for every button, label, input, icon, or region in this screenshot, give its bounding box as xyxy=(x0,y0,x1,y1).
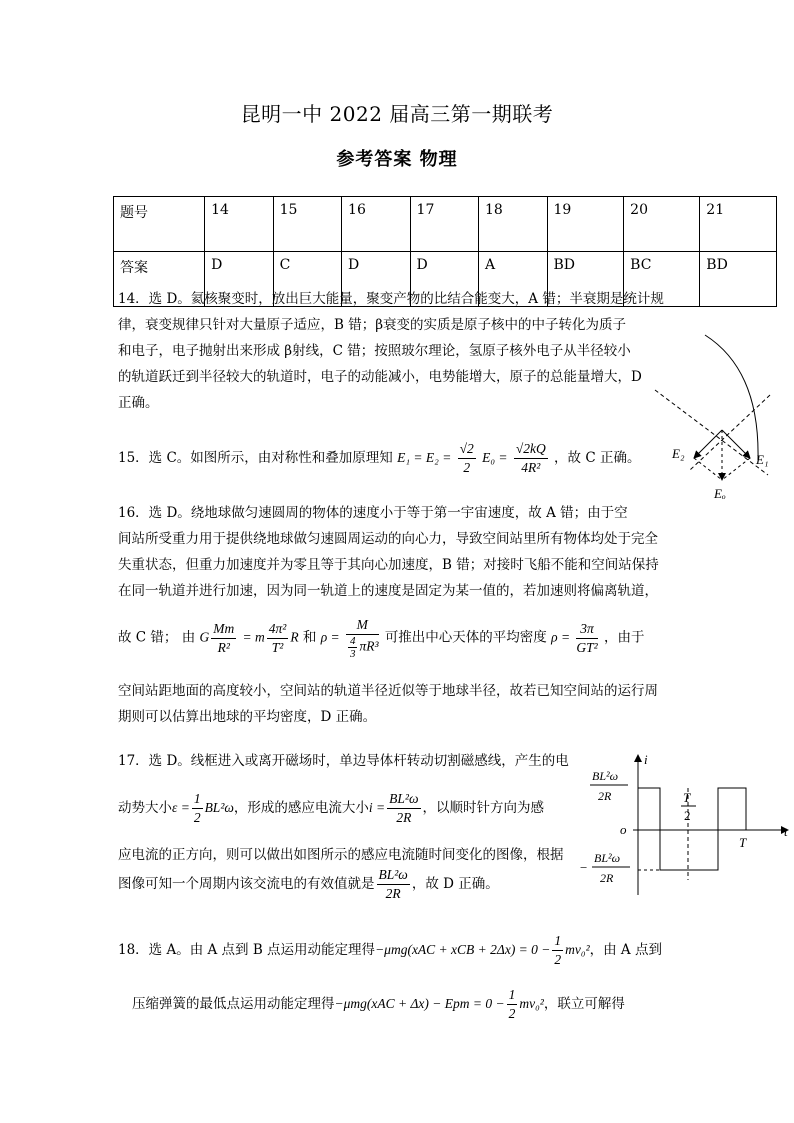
question-number: 16 xyxy=(342,197,410,252)
q14-text xyxy=(118,286,698,416)
text-segment: ，故 D 正确。 xyxy=(411,876,499,892)
dashed-line xyxy=(722,458,750,480)
text-segment: 和 xyxy=(302,629,317,646)
question-number: 21 xyxy=(700,197,777,252)
label-trough-den: 2R xyxy=(600,871,614,885)
text-line: 正确。 xyxy=(118,395,159,411)
vector-e1 xyxy=(722,430,750,458)
answer-cell: BD xyxy=(700,252,777,307)
numerator: 4 xyxy=(349,635,356,647)
denominator: 2 xyxy=(463,460,471,475)
text-segment: ，由 A 点到 xyxy=(589,942,662,958)
q16-tail xyxy=(118,678,698,730)
denominator: 2 xyxy=(508,1006,516,1021)
fraction xyxy=(387,790,420,827)
text-line: 律，衰变规律只针对大量原子适应，B 错；β衰变的实质是原子核中的中子转化为质子 xyxy=(118,317,627,333)
fraction xyxy=(346,616,379,660)
fraction xyxy=(192,790,203,827)
question-number: 20 xyxy=(624,197,700,252)
text-segment: ，形成的感应电流大小 xyxy=(233,800,369,816)
label-eo: Eₒ xyxy=(714,486,726,501)
fraction xyxy=(377,866,410,903)
numerator: √2kQ xyxy=(514,440,548,459)
answer-cell: BD xyxy=(547,252,624,307)
denominator: 2R xyxy=(385,886,401,901)
text-segment: 动势大小 xyxy=(118,800,172,816)
numerator: 1 xyxy=(552,932,563,951)
numerator: 1 xyxy=(192,790,203,809)
answer-cell: BC xyxy=(624,252,700,307)
symbol: G xyxy=(199,629,210,645)
text-segment: 18．选 A。由 A 点到 B 点运用动能定理得 xyxy=(118,942,376,958)
arc-line xyxy=(705,335,758,460)
symbol: BL²ω xyxy=(204,800,234,815)
label-trough-num: BL²ω xyxy=(594,851,621,865)
numerator: 4π² xyxy=(267,620,289,639)
text-line: 应电流的正方向，则可以做出如图所示的感应电流随时间变化的图像，根据 xyxy=(118,847,564,863)
question-number: 19 xyxy=(547,197,624,252)
text-segment: 图像可知一个周期内该交流电的有效值就是 xyxy=(118,876,375,892)
q16-equation-line xyxy=(118,616,698,660)
symbol: ρ = xyxy=(320,629,340,645)
q17-equation-line xyxy=(118,864,588,904)
numerator: BL²ω xyxy=(377,866,410,885)
table-row xyxy=(114,197,777,252)
fraction xyxy=(211,620,236,657)
label-period: T xyxy=(739,835,747,850)
label-half-period: T xyxy=(683,790,691,805)
numerator: Mm xyxy=(211,620,236,639)
label-peak-num: BL²ω xyxy=(592,769,619,783)
row-label: 题号 xyxy=(114,197,205,252)
numerator: BL²ω xyxy=(387,790,420,809)
equation: −μmg(xAC + xCB + 2Δx) = 0 − xyxy=(375,942,551,957)
text-segment: 故 C 错； 由 xyxy=(118,629,196,646)
symbol: = m xyxy=(242,629,265,645)
fraction xyxy=(458,440,476,477)
question-number: 14 xyxy=(205,197,273,252)
equation: E₁ = E₂ = xyxy=(397,450,452,465)
row-label: 答案 xyxy=(114,252,205,307)
q15-field-diagram xyxy=(650,330,780,510)
axis-label-i: i xyxy=(644,752,648,767)
current-waveform xyxy=(638,788,746,870)
q18-line2 xyxy=(132,984,692,1024)
text-line: 17．选 D。线框进入或离开磁场时，单边导体杆转动切割磁感线，产生的电 xyxy=(118,753,569,769)
numerator: 1 xyxy=(507,986,518,1005)
text-line: 间站所受重力用于提供绕地球做匀速圆周运动的向心力，导致空间站里所有物体均处于完全 xyxy=(118,531,658,547)
q17-text xyxy=(118,748,588,774)
symbol: πR³ xyxy=(359,638,379,654)
text-segment: 可推出中心天体的平均密度 xyxy=(384,629,547,646)
label-minus: − xyxy=(580,860,588,875)
text-segment: 压缩弹簧的最低点运用动能定理得 xyxy=(132,996,335,1012)
denominator: T² xyxy=(271,639,284,655)
answer-cell: A xyxy=(479,252,547,307)
equation: E₀ = xyxy=(482,450,508,465)
fraction xyxy=(507,986,518,1023)
q16-text xyxy=(118,500,688,604)
question-number: 18 xyxy=(479,197,547,252)
answer-cell: D xyxy=(410,252,478,307)
symbol: ε = xyxy=(172,800,190,815)
symbol: ρ = xyxy=(551,629,571,645)
axis-label-t: t xyxy=(784,824,788,839)
text-line: 期则可以估算出地球的平均密度，D 正确。 xyxy=(118,709,377,725)
text-line: 14．选 D。氦核聚变时，放出巨大能量，聚变产物的比结合能变大，A 错；半衰期是统计规 xyxy=(118,291,664,307)
denominator: GT² xyxy=(576,639,598,655)
denominator: 4R² xyxy=(521,460,541,475)
text-segment: ，由于 xyxy=(603,629,645,646)
text-segment: 15．选 C。如图所示，由对称性和叠加原理知 xyxy=(118,450,393,466)
label-e1: E₁ xyxy=(756,452,769,467)
symbol: R xyxy=(290,629,299,645)
origin-label: o xyxy=(620,822,627,837)
fraction xyxy=(576,620,597,657)
question-number: 15 xyxy=(273,197,341,252)
numerator: √2 xyxy=(458,440,476,459)
text-line: 和电子，电子抛射出来形成 β射线，C 错；按照玻尔理论，氢原子核外电子从半径较小 xyxy=(118,343,631,359)
symbol: mv₀² xyxy=(565,942,590,957)
fraction xyxy=(267,620,289,657)
denominator: 2 xyxy=(193,810,201,825)
numerator: 3π xyxy=(576,620,597,639)
symbol: mv₀² xyxy=(519,996,544,1011)
denominator: R² xyxy=(217,639,230,655)
label-peak-den: 2R xyxy=(598,789,612,803)
denominator: 3 xyxy=(349,648,356,660)
q17-current-graph xyxy=(578,750,792,900)
label-e2: E₂ xyxy=(672,446,685,461)
q17-equation-line xyxy=(118,788,588,828)
text-line: 失重状态，但重力加速度并为零且等于其向心加速度，B 错；对接时飞船不能和空间站保持 xyxy=(118,557,659,573)
fraction xyxy=(552,932,563,969)
equation: −μmg(xAC + Δx) − Epm = 0 − xyxy=(334,996,505,1011)
text-line: 的轨道跃迁到半径较大的轨道时，电子的动能减小，电势能增大，原子的总能量增大，D xyxy=(118,369,642,385)
q18-line1 xyxy=(118,930,698,970)
text-segment: ，联立可解得 xyxy=(543,996,625,1012)
denominator xyxy=(346,635,379,660)
answer-cell: D xyxy=(342,252,410,307)
text-segment: ，故 C 正确。 xyxy=(554,450,641,466)
text-line: 空间站距地面的高度较小，空间站的轨道半径近似等于地球半径，故若已知空间站的运行周 xyxy=(118,683,658,699)
page-title: 昆明一中 2022 届高三第一期联考 xyxy=(240,102,554,126)
symbol: i = xyxy=(368,800,386,815)
denominator: 2 xyxy=(554,952,562,967)
numerator: M xyxy=(346,616,379,635)
denominator: 2R xyxy=(396,810,412,825)
page-subtitle: 参考答案 物理 xyxy=(336,149,458,170)
question-number: 17 xyxy=(410,197,478,252)
q15-text xyxy=(118,440,678,477)
fraction xyxy=(514,440,548,477)
text-line: 在同一轨道并进行加速，因为同一轨道上的速度是固定为某一值的，若加速则将偏离轨道， xyxy=(118,583,658,599)
dashed-line xyxy=(694,458,722,480)
fraction xyxy=(348,635,358,660)
answer-cell: D xyxy=(205,252,273,307)
label-two: 2 xyxy=(684,808,691,823)
text-line: 16．选 D。绕地球做匀速圆周的物体的速度小于等于第一宇宙速度，故 A 错；由于空 xyxy=(118,505,628,521)
answer-cell: C xyxy=(273,252,341,307)
text-segment: ，以顺时针方向为感 xyxy=(422,800,544,816)
